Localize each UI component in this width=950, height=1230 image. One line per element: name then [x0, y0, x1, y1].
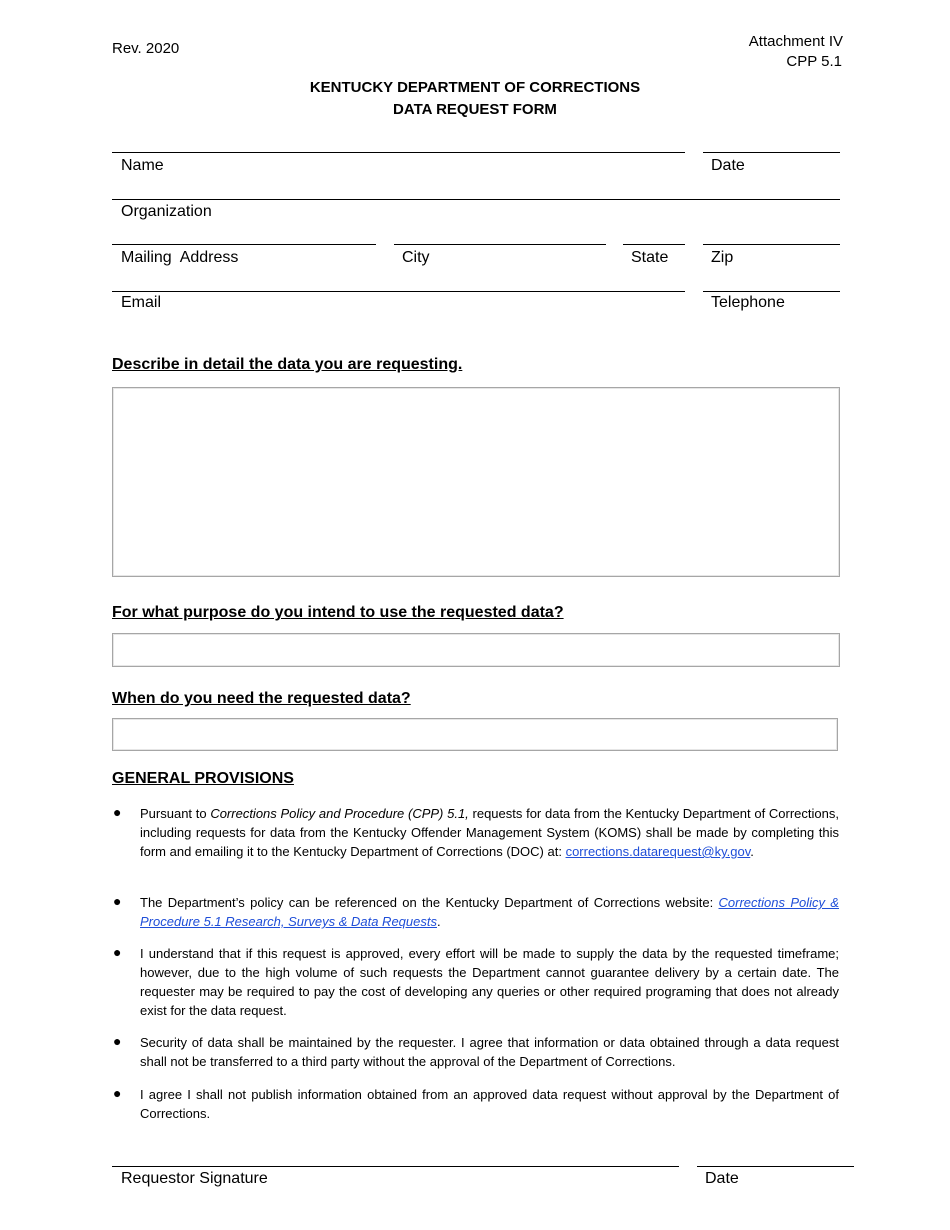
provision-2: The Department’s policy can be referenced on the Kentucky Department of Corrections website: Corrections Policy & Procedure 5.1 Research, Surveys & Data Requests.: [140, 895, 839, 929]
provision-5: I agree I shall not publish information obtained from an approved data request without approval by the Department of Corrections.: [140, 1087, 839, 1121]
provision-2-text: The Department’s policy can be referenced on the Kentucky Department of Corrections website:: [140, 895, 719, 910]
provision-1: Pursuant to Corrections Policy and Procedure (CPP) 5.1, requests for data from the Kentucky Department of Corrections, including requests for data from the Kentucky Offender Management System (KOMS) shall be made by completing this form and emailing it to the Kentucky Department of Corrections (DOC) at: corrections.datarequest@ky.gov.: [140, 806, 839, 859]
signature-label: Requestor Signature: [121, 1170, 268, 1187]
provision-1-text: Pursuant to: [140, 806, 211, 821]
policy-link[interactable]: Corrections Policy & Procedure 5.1 Research, Surveys & Data Requests: [140, 895, 839, 929]
telephone-label: Telephone: [711, 294, 785, 311]
name-label: Name: [121, 157, 164, 174]
cpp-label: CPP 5.1: [786, 53, 842, 70]
provision-1-text-cont: requests for data from the Kentucky Department of Corrections, including requests for data from the Kentucky Offender Management System (KOMS) shall be made by completing this form and emailing it to the Kentucky Department of Corrections (DOC) at:: [140, 806, 839, 859]
attachment-label: Attachment IV: [748, 33, 843, 50]
city-line[interactable]: [394, 244, 606, 245]
mailing-address-line[interactable]: [112, 244, 376, 245]
organization-label: Organization: [121, 203, 212, 220]
when-heading: When do you need the requested data?: [112, 690, 411, 707]
organization-line[interactable]: [112, 199, 840, 200]
bullet-2: ●: [113, 893, 122, 909]
state-line[interactable]: [623, 244, 685, 245]
zip-label: Zip: [711, 249, 734, 266]
when-input[interactable]: [112, 718, 838, 751]
bullet-3: ●: [113, 944, 122, 960]
signature-date-line[interactable]: [697, 1166, 854, 1167]
signature-date-label: Date: [705, 1170, 739, 1187]
mailing-address-label: Mailing Address: [121, 249, 239, 266]
provision-4: Security of data shall be maintained by the requester. I agree that information or data obtained through a data request shall not be transferred to a third party without the approval of the Department of Corrections.: [140, 1035, 839, 1069]
revision-label: Rev. 2020: [112, 40, 180, 57]
provision-3: I understand that if this request is approved, every effort will be made to supply the data by the requested timeframe; however, due to the high volume of such requests the Department cannot guarantee delivery by a certain date. The requester may be required to pay the cost of developing any queries or other required programing that does not already exist for the data request.: [140, 946, 839, 1018]
describe-heading: Describe in detail the data you are requesting.: [112, 356, 463, 373]
telephone-line[interactable]: [703, 291, 840, 292]
zip-line[interactable]: [703, 244, 840, 245]
city-label: City: [402, 249, 430, 266]
purpose-input[interactable]: [112, 633, 840, 667]
email-label: Email: [121, 294, 162, 311]
name-line[interactable]: [112, 152, 685, 153]
date-label: Date: [711, 157, 745, 174]
date-line[interactable]: [703, 152, 840, 153]
purpose-heading: For what purpose do you intend to use the requested data?: [112, 604, 564, 621]
describe-textarea[interactable]: [112, 387, 840, 577]
provision-1-policy: Corrections Policy and Procedure (CPP) 5.1,: [210, 806, 469, 821]
bullet-5: ●: [113, 1085, 122, 1101]
bullet-1: ●: [113, 804, 122, 820]
form-title-line1: KENTUCKY DEPARTMENT OF CORRECTIONS: [309, 79, 641, 96]
signature-line[interactable]: [112, 1166, 679, 1167]
email-link[interactable]: corrections.datarequest@ky.gov: [565, 844, 751, 859]
state-label: State: [631, 249, 669, 266]
bullet-4: ●: [113, 1033, 122, 1049]
email-line[interactable]: [112, 291, 685, 292]
provisions-heading: GENERAL PROVISIONS: [112, 770, 294, 787]
form-title-line2: DATA REQUEST FORM: [393, 101, 557, 118]
